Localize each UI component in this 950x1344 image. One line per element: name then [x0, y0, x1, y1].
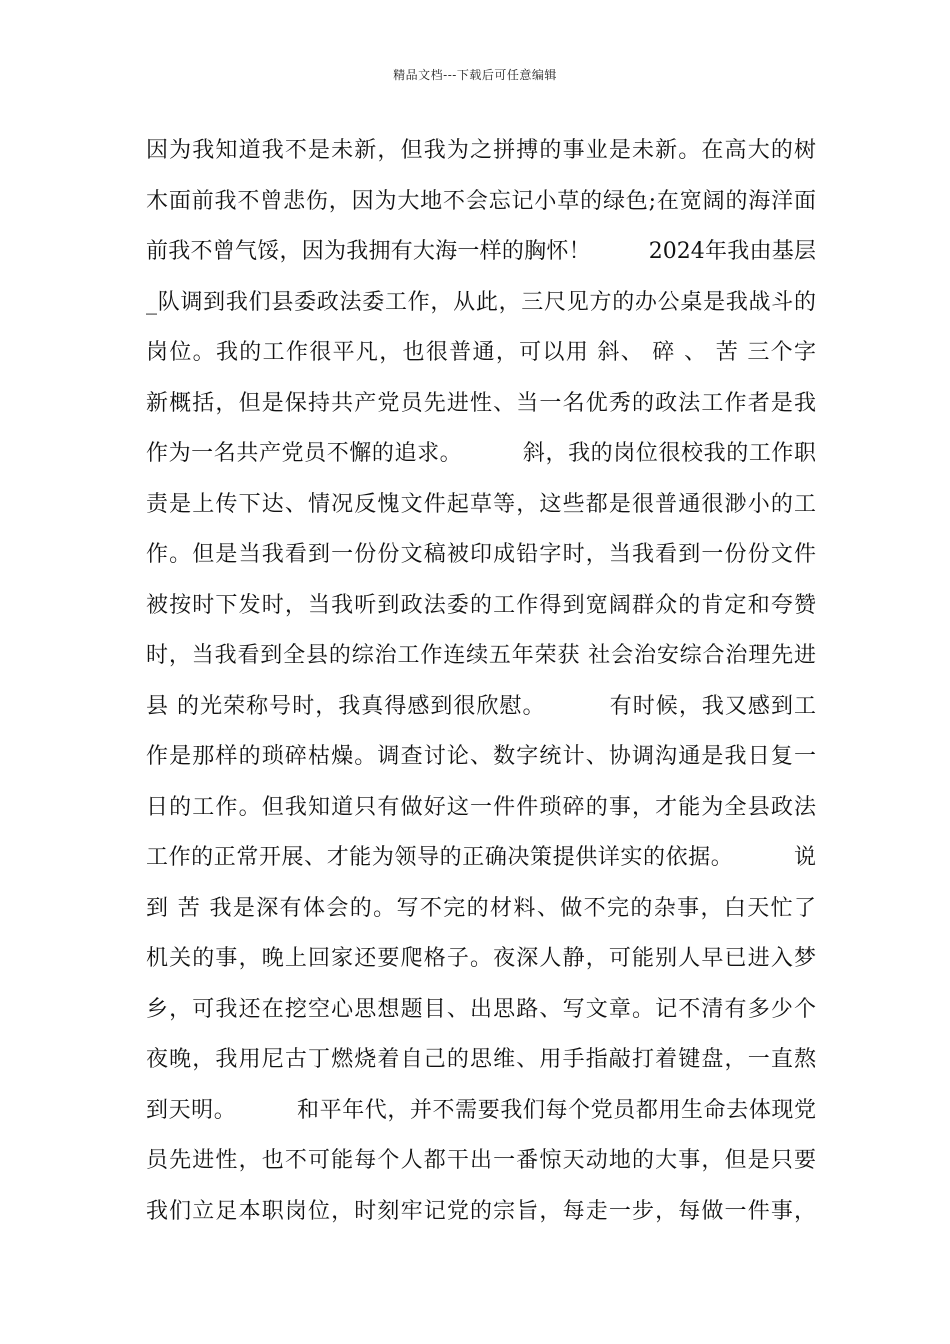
text-line: 工作的正常开展、才能为领导的正确决策提供详实的依据。 说 [146, 845, 816, 870]
text-line: 到天明。 和平年代，并不需要我们每个党员都用生命去体现党 [146, 1097, 816, 1123]
text-line: 作。但是当我看到一份份文稿被印成铅字时，当我看到一份份文件 [146, 542, 816, 567]
text-line: 我们立足本职岗位，时刻牢记党的宗旨，每走一步，每做一件事， [146, 1198, 816, 1224]
text-line: 木面前我不曾悲伤，因为大地不会忘记小草的绿色;在宽阔的海洋面 [146, 188, 816, 214]
text-line: _队调到我们县委政法委工作，从此，三尺见方的办公桌是我战斗的 [146, 289, 816, 315]
text-line: 新概括，但是保持共产党员先进性、当一名优秀的政法工作者是我 [146, 390, 816, 416]
text-line: 到 苦 我是深有体会的。写不完的材料、做不完的杂事，白天忙了 [146, 895, 816, 921]
text-line: 员先进性，也不可能每个人都干出一番惊天动地的大事，但是只要 [146, 1148, 816, 1173]
text-line: 乡，可我还在挖空心思想题目、出思路、写文章。记不清有多少个 [146, 996, 816, 1022]
text-line: 因为我知道我不是未新，但我为之拼搏的事业是未新。在高大的树 [146, 138, 816, 163]
text-line: 日的工作。但我知道只有做好这一件件琐碎的事，才能为全县政法 [146, 794, 816, 820]
text-line: 岗位。我的工作很平凡，也很普通，可以用 斜、 碎 、 苦 三个字 [146, 340, 816, 365]
text-line: 作为一名共产党员不懈的追求。 斜，我的岗位很校我的工作职 [146, 441, 816, 466]
text-line: 被按时下发时，当我听到政法委的工作得到宽阔群众的肯定和夸赞 [146, 592, 816, 618]
text-line: 机关的事，晚上回家还要爬格子。夜深人静，可能别人早已进入梦 [146, 946, 816, 971]
text-line: 作是那样的琐碎枯燥。调查讨论、数字统计、协调沟通是我日复一 [146, 744, 816, 769]
text-line: 时，当我看到全县的综治工作连续五年荣获 社会治安综合治理先进 [146, 643, 816, 668]
text-line: 县 的光荣称号时，我真得感到很欣慰。 有时候，我又感到工 [146, 693, 816, 719]
body-text [146, 131, 816, 1242]
text-line: 责是上传下达、情况反愧文件起草等，这些都是很普通很渺小的工 [146, 491, 816, 517]
text-line: 前我不曾气馁，因为我拥有大海一样的胸怀！ 2024年我由基层 [146, 239, 816, 264]
text-line: 夜晚，我用尼古丁燃烧着自己的思维、用手指敲打着键盘，一直熬 [146, 1047, 816, 1072]
page-header: 精品文档---下载后可任意编辑 [393, 68, 557, 82]
